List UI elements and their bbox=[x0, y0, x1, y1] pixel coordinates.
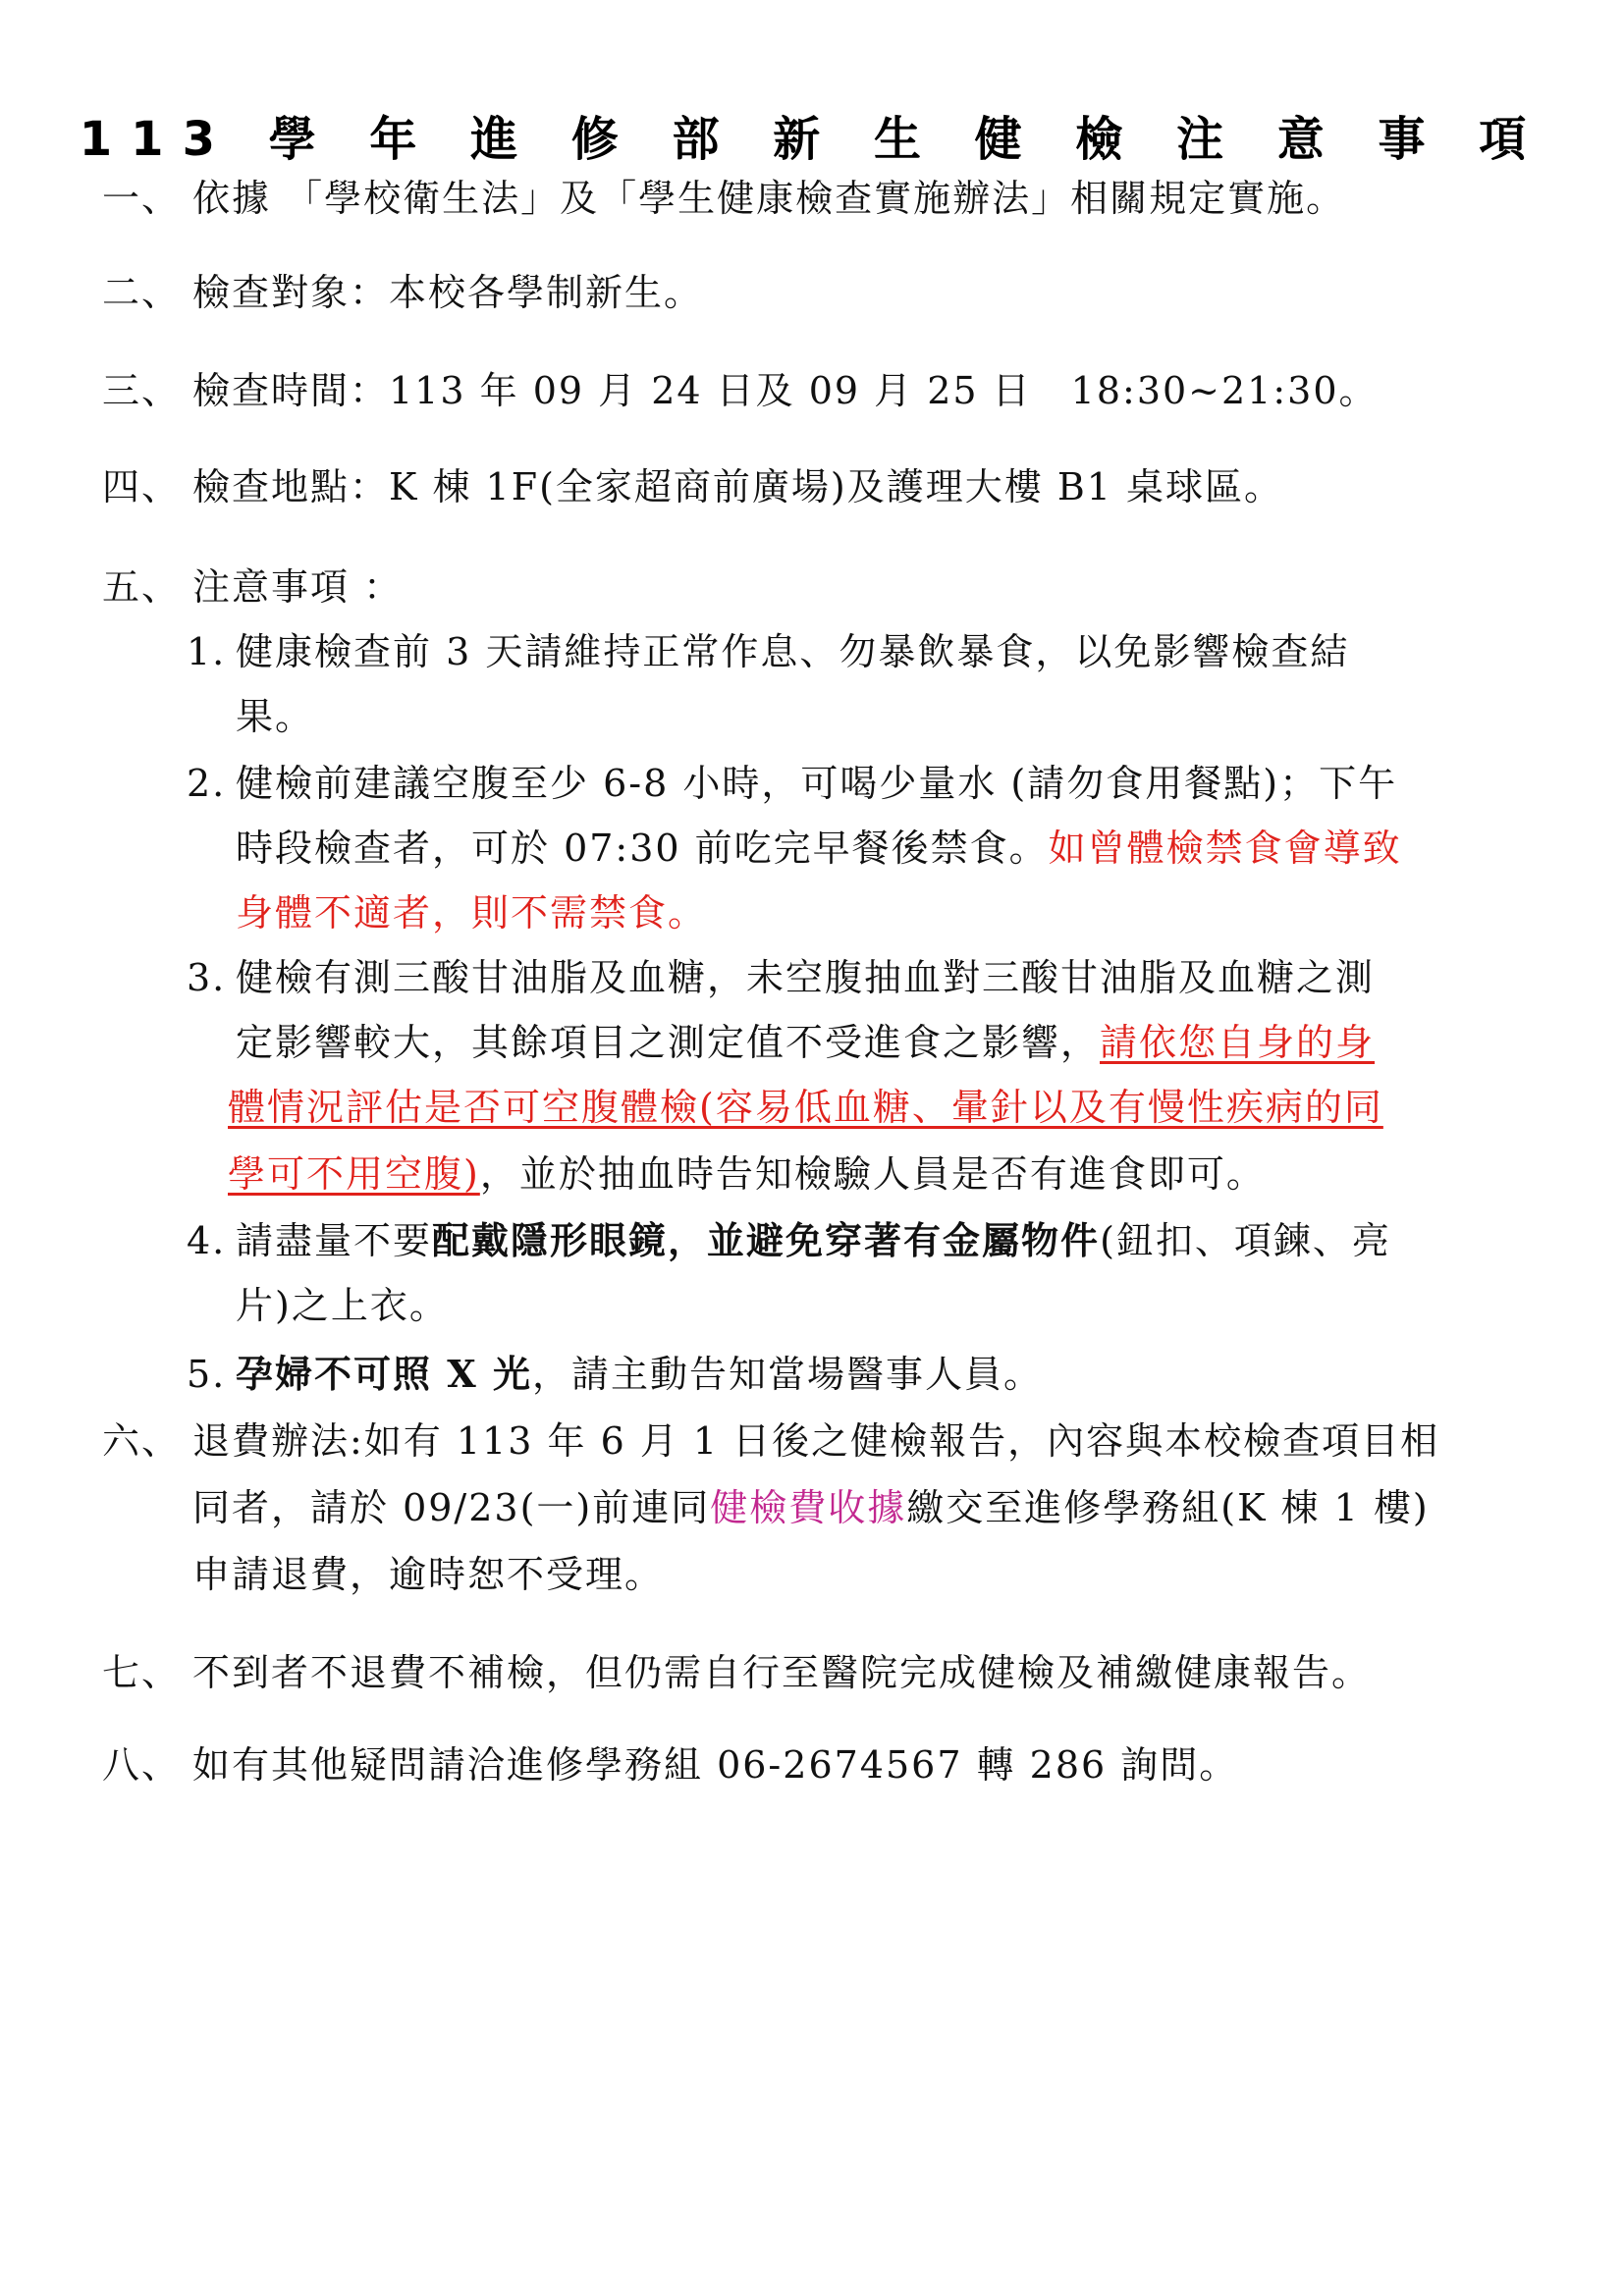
note-item-5 bbox=[187, 1349, 1043, 1400]
note-item-2-line-3: 身體不適者，則不需禁食。 bbox=[236, 891, 708, 934]
note-item-3-continued bbox=[236, 1017, 1375, 1068]
note-item-4-line-2: 片)之上衣。 bbox=[236, 1284, 449, 1327]
section-6-continued-2 bbox=[192, 1549, 664, 1600]
section-6 bbox=[102, 1415, 1439, 1467]
section-3 bbox=[102, 365, 1379, 416]
note-item-4-text-c: ，並 bbox=[668, 1218, 747, 1262]
note-item-2-fasting-warning: 如曾體檢禁食會導致 bbox=[1048, 827, 1402, 870]
note-item-4-text-e: (鈕扣、項鍊、亮 bbox=[1100, 1219, 1391, 1262]
section-8 bbox=[102, 1739, 1238, 1790]
note-item-4-text-a: 請盡量不要 bbox=[236, 1219, 433, 1262]
section-3-label: 三、 bbox=[102, 369, 182, 412]
note-item-1 bbox=[187, 626, 1349, 677]
section-2-label: 二、 bbox=[102, 271, 182, 314]
note-item-1-line-2: 果。 bbox=[236, 695, 315, 738]
section-6-line-3: 申請退費，逾時恕不受理。 bbox=[192, 1553, 665, 1596]
section-5-label: 五、 bbox=[102, 565, 182, 609]
note-item-4-continued bbox=[236, 1280, 449, 1331]
section-4 bbox=[102, 461, 1283, 512]
note-item-2-line-2: 時段檢查者，可於 07:30 前吃完早餐後禁食。 bbox=[236, 827, 1049, 870]
note-item-3-line-4-highlight: 學可不用空腹) bbox=[228, 1152, 480, 1196]
section-7-label: 七、 bbox=[102, 1651, 182, 1694]
section-1-label: 一、 bbox=[102, 177, 182, 220]
section-6-label: 六、 bbox=[102, 1419, 182, 1463]
section-8-text: 如有其他疑問請洽進修學務組 06-2674567 轉 286 詢問。 bbox=[192, 1743, 1239, 1787]
section-2 bbox=[102, 267, 703, 318]
section-7-text: 不到者不退費不補檢，但仍需自行至醫院完成健檢及補繳健康報告。 bbox=[192, 1651, 1372, 1694]
note-item-2-number: 2. bbox=[187, 762, 227, 805]
section-7 bbox=[102, 1647, 1371, 1698]
note-item-1-number: 1. bbox=[187, 630, 227, 673]
note-item-4 bbox=[187, 1215, 1391, 1266]
note-item-4-number: 4. bbox=[187, 1219, 227, 1262]
section-6-line-2-end: 繳交至進修學務組(K 棟 1 樓) bbox=[906, 1486, 1430, 1529]
section-5 bbox=[102, 561, 403, 613]
section-2-text: 檢查對象：本校各學制新生。 bbox=[192, 271, 704, 314]
page-title: 113 學 年 進 修 部 新 生 健 檢 注 意 事 項 bbox=[79, 112, 1545, 167]
section-4-label: 四、 bbox=[102, 465, 182, 508]
section-4-text: 檢查地點：K 棟 1F(全家超商前廣場)及護理大樓 B1 桌球區。 bbox=[192, 465, 1284, 508]
section-5-heading: 注意事項 ： bbox=[192, 565, 404, 609]
section-6-line-2: 同者，請於 09/23(一)前連同 bbox=[192, 1486, 711, 1529]
note-item-1-line-1: 健康檢查前 3 天請維持正常作息、勿暴飲暴食，以免影響檢查結 bbox=[236, 630, 1350, 673]
section-6-line-1: 退費辦法:如有 113 年 6 月 1 日後之健檢報告，內容與本校檢查項目相 bbox=[192, 1419, 1440, 1463]
note-item-3-number: 3. bbox=[187, 956, 227, 999]
section-6-continued bbox=[192, 1482, 1430, 1533]
section-3-text: 檢查時間：113 年 09 月 24 日及 09 月 25 日 18:30~21:30。 bbox=[192, 369, 1379, 412]
note-item-5-text: ，請主動告知當場醫事人員。 bbox=[531, 1353, 1043, 1396]
note-item-2-line-1: 健檢前建議空腹至少 6-8 小時，可喝少量水 (請勿食用餐點)；下午 bbox=[236, 762, 1398, 805]
note-item-1-continued bbox=[236, 691, 314, 742]
note-item-4-contact-lens: 配戴隱形眼鏡 bbox=[432, 1218, 669, 1262]
section-1 bbox=[102, 173, 1345, 224]
note-item-2 bbox=[187, 758, 1397, 809]
note-item-3-line-2: 定影響較大，其餘項目之測定值不受進食之影響， bbox=[236, 1021, 1101, 1064]
note-item-2-continued bbox=[236, 823, 1402, 874]
note-item-3-line-3: 體情況評估是否可空腹體檢(容易低血糖、暈針以及有慢性疾病的同 bbox=[228, 1086, 1383, 1129]
section-8-label: 八、 bbox=[102, 1743, 182, 1787]
note-item-3 bbox=[187, 952, 1375, 1003]
note-item-5-number: 5. bbox=[187, 1353, 227, 1396]
note-item-3-continued-3 bbox=[228, 1148, 1266, 1200]
note-item-4-metal-items: 避免穿著有金屬物件 bbox=[746, 1218, 1101, 1262]
section-6-receipt: 健檢費收據 bbox=[710, 1486, 907, 1529]
note-item-5-pregnancy-warning: 孕婦不可照 X 光 bbox=[236, 1352, 532, 1396]
note-item-3-continued-2 bbox=[228, 1082, 1383, 1133]
note-item-3-line-4: ，並於抽血時告知檢驗人員是否有進食即可。 bbox=[479, 1152, 1266, 1196]
section-1-text: 依據 「學校衛生法」及「學生健康檢查實施辦法」相關規定實施。 bbox=[192, 177, 1346, 220]
note-item-3-assessment-note: 請依您自身的身 bbox=[1100, 1021, 1376, 1064]
note-item-3-line-1: 健檢有測三酸甘油脂及血糖，未空腹抽血對三酸甘油脂及血糖之測 bbox=[236, 956, 1376, 999]
note-item-2-continued-2 bbox=[236, 887, 707, 938]
